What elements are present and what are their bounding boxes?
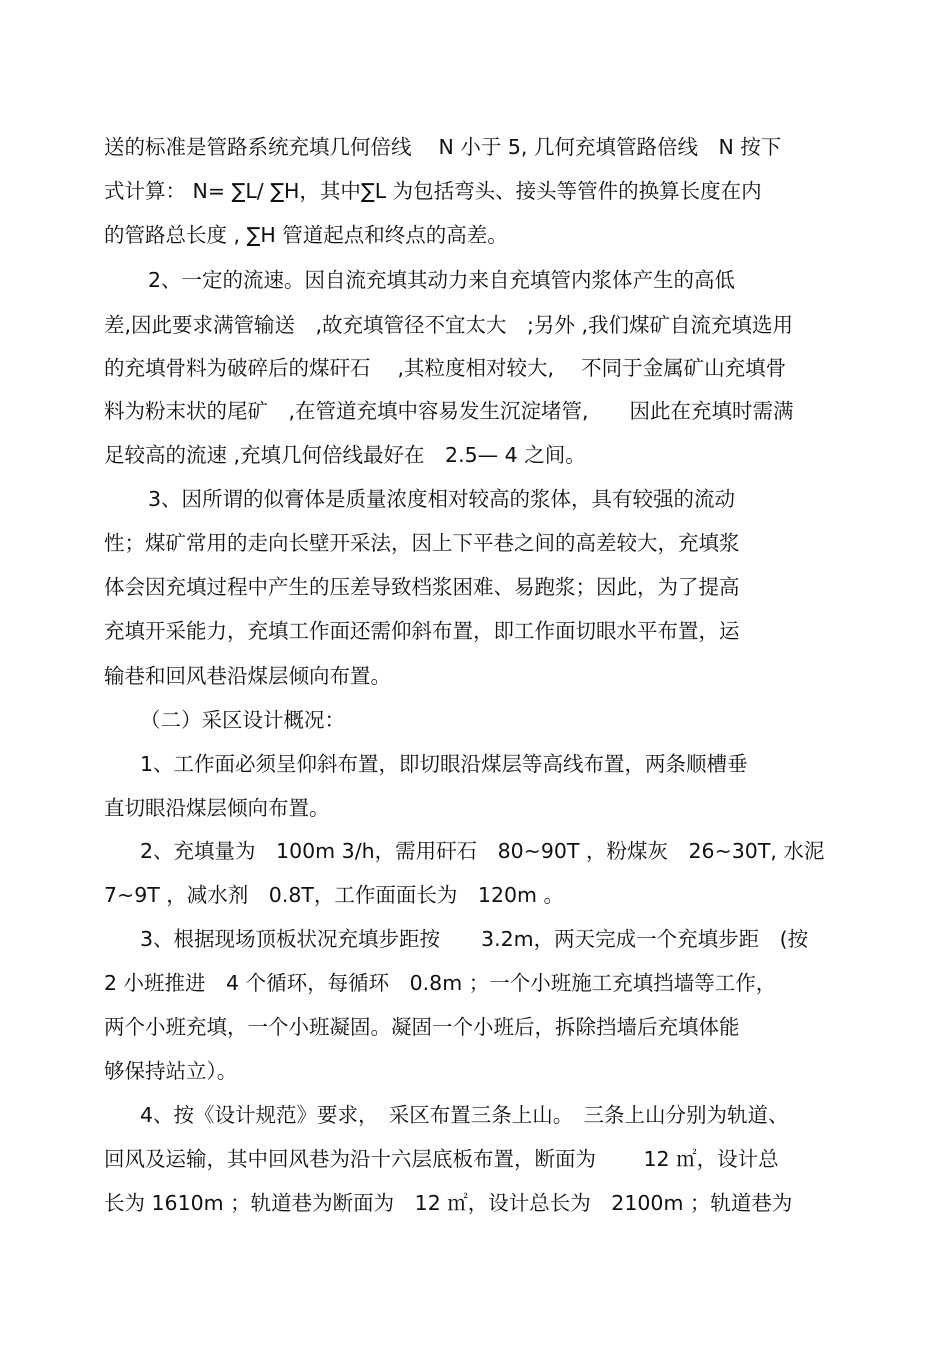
section-heading: （二）采区设计概况： [140, 708, 345, 732]
text-line: 送的标准是管路系统充填几何倍线 N 小于 5, 几何充填管路倍线 N 按下 [104, 135, 782, 159]
text-line: 式计算： N= ∑L/ ∑H，其中∑L 为包括弯头、接头等管件的换算长度在内 [104, 179, 762, 203]
text-line: 1、工作面必须呈仰斜布置，即切眼沿煤层等高线布置，两条顺槽垂 [140, 752, 748, 776]
text-line: 的管路总长度 , ∑H 管道起点和终点的高差。 [104, 223, 508, 247]
text-line: 足较高的流速 ,充填几何倍线最好在 2.5— 4 之间。 [104, 443, 586, 467]
text-line: 2、充填量为 100m 3/h，需用矸石 80~90T ，粉煤灰 26~30T, 水泥 [140, 839, 825, 863]
text-line: 3、因所谓的似膏体是质量浓度相对较高的浆体，具有较强的流动 [148, 487, 736, 511]
text-line: 性；煤矿常用的走向长壁开采法，因上下平巷之间的高差较大，充填浆 [104, 531, 740, 555]
text-line: 两个小班充填，一个小班凝固。凝固一个小班后，拆除挡墙后充填体能 [104, 1015, 740, 1039]
text-line: 3、根据现场顶板状况充填步距按 3.2m，两天完成一个充填步距 (按 [140, 927, 809, 951]
text-line: 回风及运输，其中回风巷为沿十六层底板布置，断面为 12 ㎡，设计总 [104, 1147, 779, 1171]
text-line: 充填开采能力，充填工作面还需仰斜布置，即工作面切眼水平布置，运 [104, 619, 740, 643]
text-line: 输巷和回风巷沿煤层倾向布置。 [104, 664, 391, 688]
text-line: 2 小班推进 4 个循环，每循环 0.8m ；一个小班施工充填挡墙等工作， [104, 971, 777, 995]
text-line: 长为 1610m ；轨道巷为断面为 12 ㎡，设计总长为 2100m ；轨道巷为 [104, 1191, 793, 1215]
text-line: 直切眼沿煤层倾向布置。 [104, 796, 330, 820]
text-line: 2、一定的流速。因自流充填其动力来自充填管内浆体产生的高低 [148, 268, 736, 292]
text-line: 差,因此要求满管输送 ,故充填管径不宜太大 ;另外 ,我们煤矿自流充填选用 [104, 313, 793, 337]
text-line: 4、按《设计规范》要求， 采区布置三条上山。 三条上山分别为轨道、 [140, 1103, 789, 1127]
text-line: 体会因充填过程中产生的压差导致档浆困难、易跑浆；因此，为了提高 [104, 575, 740, 599]
text-line: 的充填骨料为破碎后的煤矸石 ,其粒度相对较大, 不同于金属矿山充填骨 [104, 356, 787, 380]
text-line: 7~9T ，减水剂 0.8T，工作面面长为 120m 。 [104, 883, 565, 907]
text-line: 料为粉末状的尾矿 ,在管道充填中容易发生沉淀堵管, 因此在充填时需满 [104, 399, 794, 423]
text-line: 够保持站立）。 [104, 1059, 238, 1083]
